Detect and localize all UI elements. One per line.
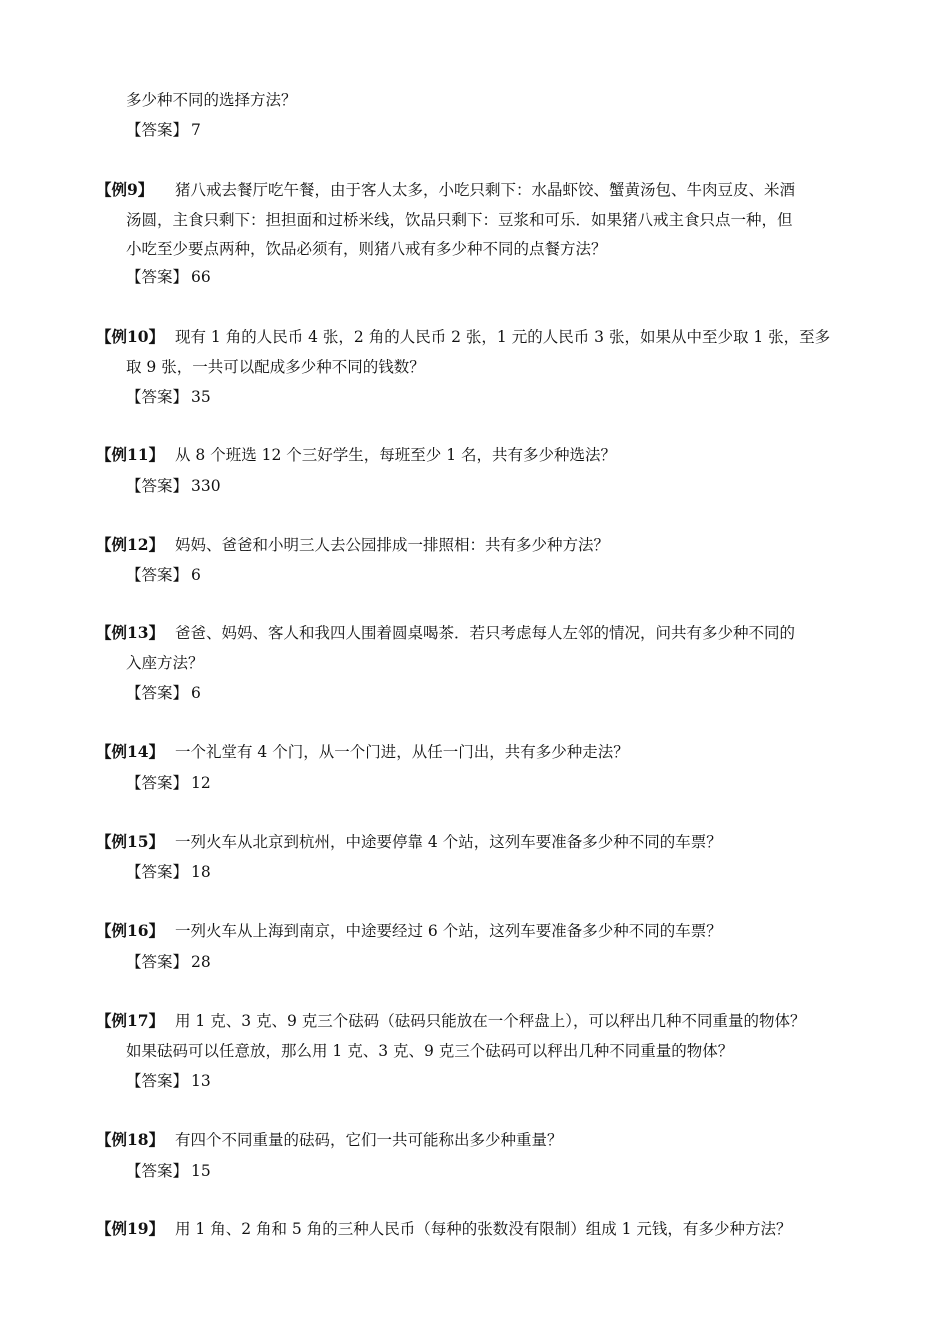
answer-value: 7	[191, 121, 201, 139]
question-text-line: 如果砝码可以任意放，那么用 1 克、3 克、9 克三个砝码可以秤出几种不同重量的物体？	[126, 1042, 734, 1060]
example-label: 【例10】	[96, 327, 165, 346]
answer-label: 【答案】	[126, 1162, 189, 1180]
example-label: 【例12】	[96, 535, 165, 554]
example-label: 【例13】	[96, 623, 165, 642]
answer-value: 28	[191, 953, 211, 971]
question-text-line: 小吃至少要点两种，饮品必须有，则猪八戒有多少种不同的点餐方法？	[126, 240, 607, 258]
example-label: 【例17】	[96, 1011, 165, 1030]
example-label: 【例15】	[96, 832, 165, 851]
example-label: 【例14】	[96, 742, 165, 761]
answer-label: 【答案】	[126, 477, 189, 495]
answer-label: 【答案】	[126, 684, 189, 702]
question-text-line: 一个礼堂有 4 个门，从一个门进，从任一门出，共有多少种走法？	[175, 743, 629, 761]
answer-label: 【答案】	[126, 268, 189, 286]
answer-label: 【答案】	[126, 1072, 189, 1090]
question-text-line: 取 9 张，一共可以配成多少种不同的钱数？	[126, 358, 425, 376]
question-text-line: 汤圆，主食只剩下：担担面和过桥米线，饮品只剩下：豆浆和可乐．如果猪八戒主食只点一种，但	[126, 211, 793, 229]
question-text-line: 一列火车从北京到杭州，中途要停靠 4 个站，这列车要准备多少种不同的车票？	[175, 833, 722, 851]
question-text-line: 入座方法？	[126, 654, 204, 672]
example-label: 【例18】	[96, 1130, 165, 1149]
answer-value: 15	[191, 1162, 211, 1180]
answer-value: 6	[191, 566, 201, 584]
question-text-line: 爸爸、妈妈、客人和我四人围着圆桌喝茶．若只考虑每人左邻的情况，问共有多少种不同的	[175, 624, 796, 642]
question-text-line: 猪八戒去餐厅吃午餐，由于客人太多，小吃只剩下：水晶虾饺、蟹黄汤包、牛肉豆皮、米酒	[175, 181, 796, 199]
example-label: 【例16】	[96, 921, 165, 940]
answer-value: 35	[191, 388, 211, 406]
answer-value: 330	[191, 477, 221, 495]
answer-value: 12	[191, 774, 211, 792]
answer-label: 【答案】	[126, 774, 189, 792]
question-text-line: 从 8 个班选 12 个三好学生，每班至少 1 名，共有多少种选法？	[175, 446, 617, 464]
question-text-line: 多少种不同的选择方法？	[126, 91, 297, 109]
question-text-line: 用 1 角、2 角和 5 角的三种人民币（每种的张数没有限制）组成 1 元钱，有多少种方法？	[175, 1220, 792, 1238]
answer-value: 18	[191, 863, 211, 881]
question-text-line: 一列火车从上海到南京，中途要经过 6 个站，这列车要准备多少种不同的车票？	[175, 922, 722, 940]
answer-label: 【答案】	[126, 121, 189, 139]
question-text-line: 妈妈、爸爸和小明三人去公园排成一排照相：共有多少种方法？	[175, 536, 610, 554]
answer-label: 【答案】	[126, 566, 189, 584]
question-text-line: 用 1 克、3 克、9 克三个砝码（砝码只能放在一个秤盘上），可以秤出几种不同重量的物体？	[175, 1012, 806, 1030]
answer-value: 13	[191, 1072, 211, 1090]
question-text-line: 现有 1 角的人民币 4 张，2 角的人民币 2 张，1 元的人民币 3 张，如果从中至少取 1 张，至多	[175, 328, 831, 346]
example-label: 【例11】	[96, 445, 165, 464]
answer-value: 6	[191, 684, 201, 702]
answer-label: 【答案】	[126, 863, 189, 881]
answer-label: 【答案】	[126, 388, 189, 406]
answer-value: 66	[191, 268, 211, 286]
answer-label: 【答案】	[126, 953, 189, 971]
example-label: 【例9】	[96, 180, 154, 199]
example-label: 【例19】	[96, 1219, 165, 1238]
question-text-line: 有四个不同重量的砝码，它们一共可能称出多少种重量？	[175, 1131, 563, 1149]
